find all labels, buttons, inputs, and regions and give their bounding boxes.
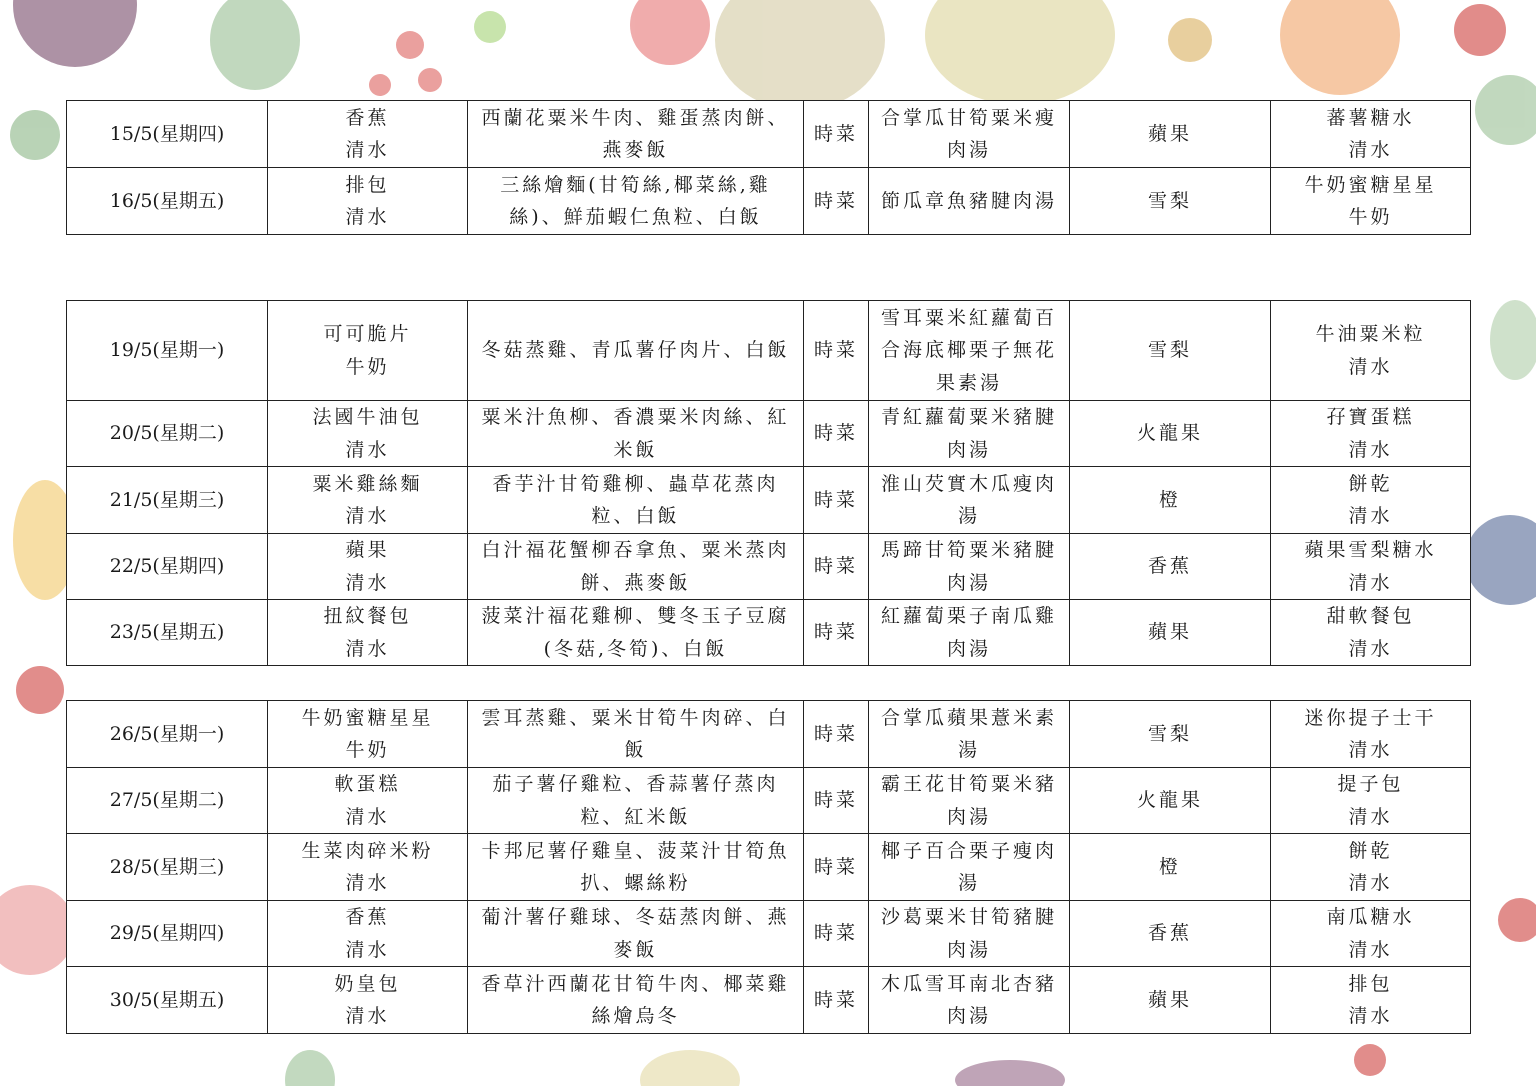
date-cell: 28/5(星期三) [67,834,268,901]
table-row [67,768,1471,834]
table-row [67,901,1471,967]
soup-cell: 沙葛粟米甘筍豬腱肉湯 [869,901,1070,967]
snack-cell: 可可脆片 牛奶 [268,301,468,401]
vegetable-cell: 時菜 [804,967,869,1034]
main-dish-cell: 白汁福花蟹柳吞拿魚、粟米蒸肉餅、燕麥飯 [468,534,804,600]
fruit-cell: 雪梨 [1070,701,1271,768]
tea-cell: 餅乾 清水 [1271,834,1471,901]
snack-cell: 法國牛油包 清水 [268,401,468,467]
tea-cell: 牛奶蜜糖星星 牛奶 [1271,168,1471,235]
vegetable-cell: 時菜 [804,467,869,534]
table-row [67,301,1471,401]
table-row [67,834,1471,901]
table-row [67,401,1471,467]
soup-cell: 合掌瓜甘筍粟米瘦肉湯 [869,101,1070,168]
main-dish-cell: 粟米汁魚柳、香濃粟米肉絲、紅米飯 [468,401,804,467]
snack-cell: 排包 清水 [268,168,468,235]
main-dish-cell: 菠菜汁福花雞柳、雙冬玉子豆腐(冬菇,冬筍)、白飯 [468,600,804,666]
plum-icon [13,0,137,67]
menu-table-week-3 [66,700,1470,1034]
tea-cell: 提子包 清水 [1271,768,1471,834]
date-cell: 15/5(星期四) [67,101,268,168]
vegetable-cell: 時菜 [804,901,869,967]
berry-icon [474,11,506,43]
main-dish-cell: 香草汁西蘭花甘筍牛肉、椰菜雞絲燴烏冬 [468,967,804,1034]
tea-cell: 甜軟餐包 清水 [1271,600,1471,666]
cherry-icon [1454,4,1506,56]
fruit-cell: 香蕉 [1070,534,1271,600]
menu-table [66,300,1471,666]
date-cell: 23/5(星期五) [67,600,268,666]
fruit-cell: 香蕉 [1070,901,1271,967]
table-row [67,467,1471,534]
snack-cell: 香蕉 清水 [268,101,468,168]
melon-icon [10,110,60,160]
snack-cell: 奶皇包 清水 [268,967,468,1034]
date-cell: 22/5(星期四) [67,534,268,600]
apricot-icon [1280,0,1400,95]
date-cell: 19/5(星期一) [67,301,268,401]
tea-cell: 迷你提子士干 清水 [1271,701,1471,768]
berry-icon [418,68,442,92]
main-dish-cell: 雲耳蒸雞、粟米甘筍牛肉碎、白飯 [468,701,804,768]
main-dish-cell: 冬菇蒸雞、青瓜薯仔肉片、白飯 [468,301,804,401]
fruit-cell: 蘋果 [1070,967,1271,1034]
strawberry-icon [0,885,75,975]
vegetable-cell: 時菜 [804,701,869,768]
fruit-cell: 蘋果 [1070,101,1271,168]
main-dish-cell: 卡邦尼薯仔雞皇、菠菜汁甘筍魚扒、螺絲粉 [468,834,804,901]
pear-icon [1490,300,1536,380]
soup-cell: 節瓜章魚豬腱肉湯 [869,168,1070,235]
date-cell: 29/5(星期四) [67,901,268,967]
fruit-cell: 火龍果 [1070,401,1271,467]
main-dish-cell: 西蘭花粟米牛肉、雞蛋蒸肉餅、燕麥飯 [468,101,804,168]
vegetable-cell: 時菜 [804,534,869,600]
soup-cell: 合掌瓜蘋果薏米素湯 [869,701,1070,768]
snack-cell: 牛奶蜜糖星星 牛奶 [268,701,468,768]
cherry-icon [16,666,64,714]
tea-cell: 蕃薯糖水 清水 [1271,101,1471,168]
soup-cell: 木瓜雪耳南北杏豬肉湯 [869,967,1070,1034]
date-cell: 16/5(星期五) [67,168,268,235]
tea-cell: 南瓜糖水 清水 [1271,901,1471,967]
menu-table-week-2 [66,300,1470,666]
vegetable-cell: 時菜 [804,600,869,666]
table-row [67,168,1471,235]
fruit-cell: 雪梨 [1070,168,1271,235]
table-row [67,600,1471,666]
menu-table [66,700,1471,1034]
pear-icon [640,1050,740,1086]
snack-cell: 軟蛋糕 清水 [268,768,468,834]
vegetable-cell: 時菜 [804,768,869,834]
snack-cell: 香蕉 清水 [268,901,468,967]
pear-icon [925,0,1115,105]
snack-cell: 扭紋餐包 清水 [268,600,468,666]
date-cell: 27/5(星期二) [67,768,268,834]
main-dish-cell: 香芋汁甘筍雞柳、蟲草花蒸肉粒、白飯 [468,467,804,534]
date-cell: 30/5(星期五) [67,967,268,1034]
melon-icon [210,0,300,90]
fruit-cell: 橙 [1070,834,1271,901]
snack-cell: 蘋果 清水 [268,534,468,600]
table-row [67,701,1471,768]
fruit-cell: 蘋果 [1070,600,1271,666]
table-row [67,101,1471,168]
vegetable-cell: 時菜 [804,301,869,401]
soup-cell: 淮山芡實木瓜瘦肉湯 [869,467,1070,534]
plum-icon [955,1060,1065,1086]
soup-cell: 紅蘿蔔栗子南瓜雞肉湯 [869,600,1070,666]
vegetable-cell: 時菜 [804,101,869,168]
tea-cell: 蘋果雪梨糖水 清水 [1271,534,1471,600]
snack-cell: 粟米雞絲麵 清水 [268,467,468,534]
fruit-cell: 雪梨 [1070,301,1271,401]
date-cell: 21/5(星期三) [67,467,268,534]
snack-cell: 生菜肉碎米粉 清水 [268,834,468,901]
vegetable-cell: 時菜 [804,401,869,467]
date-cell: 26/5(星期一) [67,701,268,768]
table-row [67,534,1471,600]
fruit-cell: 橙 [1070,467,1271,534]
soup-cell: 雪耳粟米紅蘿蔔百合海底椰栗子無花果素湯 [869,301,1070,401]
berry-icon [369,74,391,96]
main-dish-cell: 茄子薯仔雞粒、香蒜薯仔蒸肉粒、紅米飯 [468,768,804,834]
strawberry-icon [630,0,710,65]
table-row [67,967,1471,1034]
berry-icon [1168,18,1212,62]
pear-icon [715,0,885,110]
date-cell: 20/5(星期二) [67,401,268,467]
plum-icon [1465,515,1536,605]
tea-cell: 孖寶蛋糕 清水 [1271,401,1471,467]
main-dish-cell: 三絲燴麵(甘筍絲,椰菜絲,雞絲)、鮮茄蝦仁魚粒、白飯 [468,168,804,235]
soup-cell: 馬蹄甘筍粟米豬腱肉湯 [869,534,1070,600]
berry-icon [396,31,424,59]
tea-cell: 餅乾 清水 [1271,467,1471,534]
cherry-icon [1354,1044,1386,1076]
tea-cell: 排包 清水 [1271,967,1471,1034]
melon-icon [1475,75,1536,145]
menu-table-week-1 [66,100,1470,235]
fruit-cell: 火龍果 [1070,768,1271,834]
soup-cell: 霸王花甘筍粟米豬肉湯 [869,768,1070,834]
cherry-icon [1498,898,1536,942]
vegetable-cell: 時菜 [804,834,869,901]
vegetable-cell: 時菜 [804,168,869,235]
melon-icon [285,1050,335,1086]
tea-cell: 牛油粟米粒 清水 [1271,301,1471,401]
main-dish-cell: 葡汁薯仔雞球、冬菇蒸肉餅、燕麥飯 [468,901,804,967]
soup-cell: 青紅蘿蔔粟米豬腱肉湯 [869,401,1070,467]
menu-table [66,100,1471,235]
soup-cell: 椰子百合栗子瘦肉湯 [869,834,1070,901]
